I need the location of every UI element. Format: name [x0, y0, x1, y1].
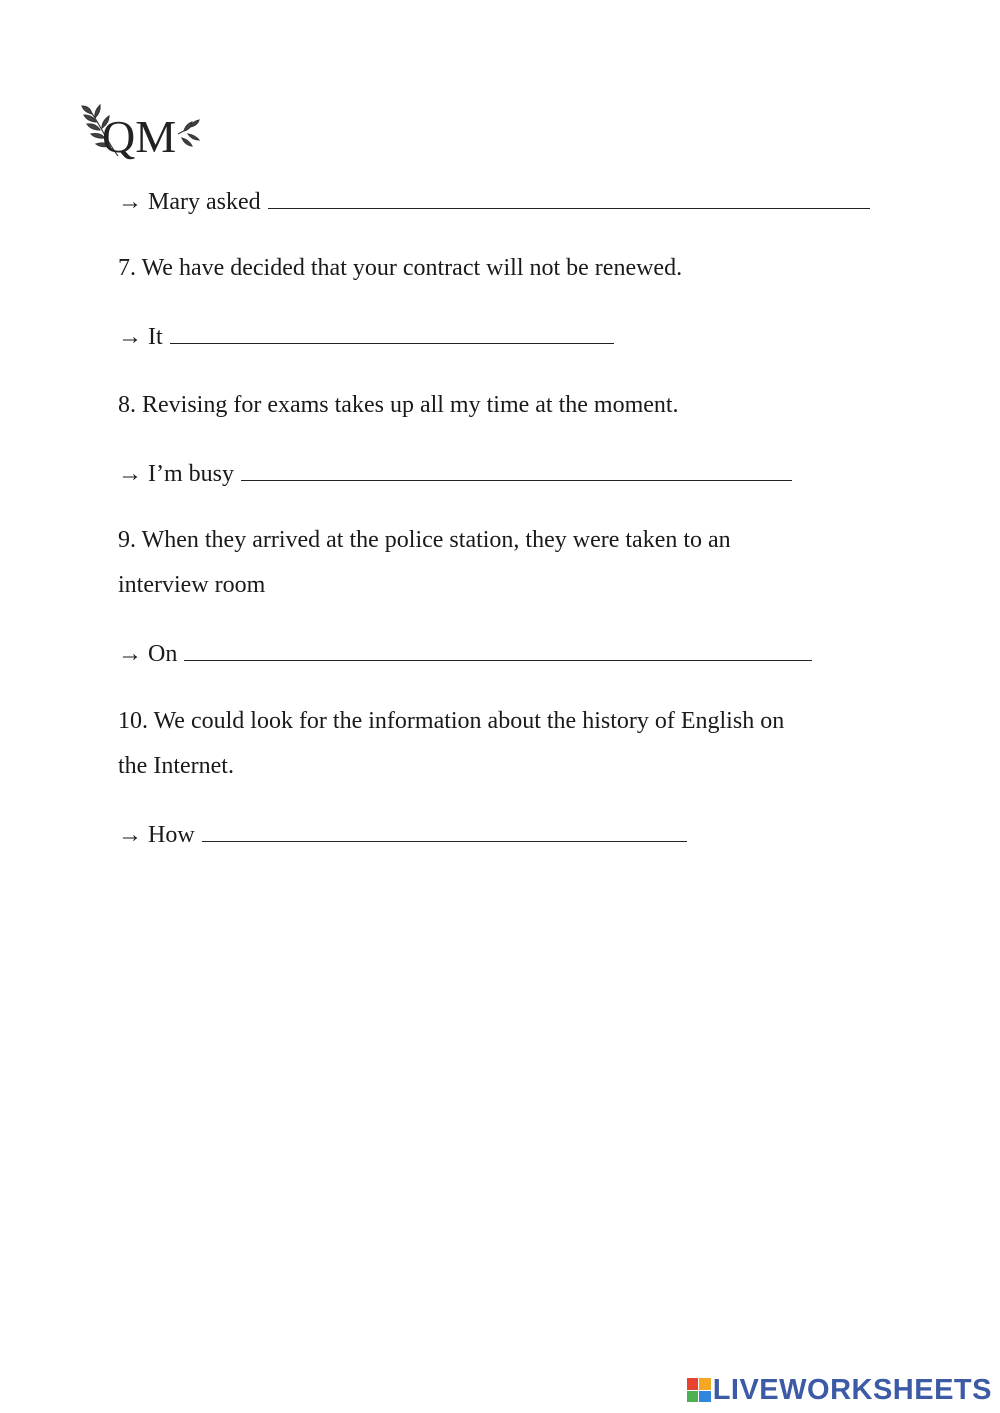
answer-line-9: [118, 638, 812, 669]
question-10-line-2: the Internet.: [118, 753, 234, 779]
answer-prefix-9: → On: [118, 641, 178, 667]
answer-blank-10[interactable]: [202, 819, 687, 842]
question-9-line-1: 9. When they arrived at the police station, they were taken to an: [118, 527, 731, 553]
answer-line-8: [118, 458, 792, 489]
question-10-line-1: 10. We could look for the information about the history of English on: [118, 708, 785, 734]
answer-line-7: [118, 321, 614, 352]
logo-cell-blue: [699, 1391, 711, 1403]
question-9-line-2: interview room: [118, 572, 266, 598]
liveworksheets-brand[interactable]: [687, 1375, 992, 1405]
answer-blank-7[interactable]: [170, 321, 614, 344]
logo-cell-red: [687, 1378, 699, 1390]
answer-blank-8[interactable]: [241, 458, 792, 481]
question-8: 8. Revising for exams takes up all my time at the moment.: [118, 392, 679, 418]
logo-cell-green: [687, 1391, 699, 1403]
answer-prefix-8: → I’m busy: [118, 461, 234, 487]
liveworksheets-logo-icon: [687, 1378, 711, 1402]
answer-prefix-6: → Mary asked: [118, 189, 261, 215]
brand-text: LIVEWORKSHEETS: [712, 1374, 992, 1406]
answer-prefix-7: → It: [118, 324, 163, 350]
answer-blank-6[interactable]: [268, 186, 870, 209]
answer-blank-9[interactable]: [184, 638, 812, 661]
question-7: 7. We have decided that your contract will not be renewed.: [118, 255, 683, 281]
logo-cell-orange: [699, 1378, 711, 1390]
answer-prefix-10: → How: [118, 822, 195, 848]
logo-text: QM: [102, 111, 177, 162]
qm-logo: [78, 100, 202, 170]
answer-line-6: [118, 186, 870, 217]
answer-line-10: [118, 819, 687, 850]
